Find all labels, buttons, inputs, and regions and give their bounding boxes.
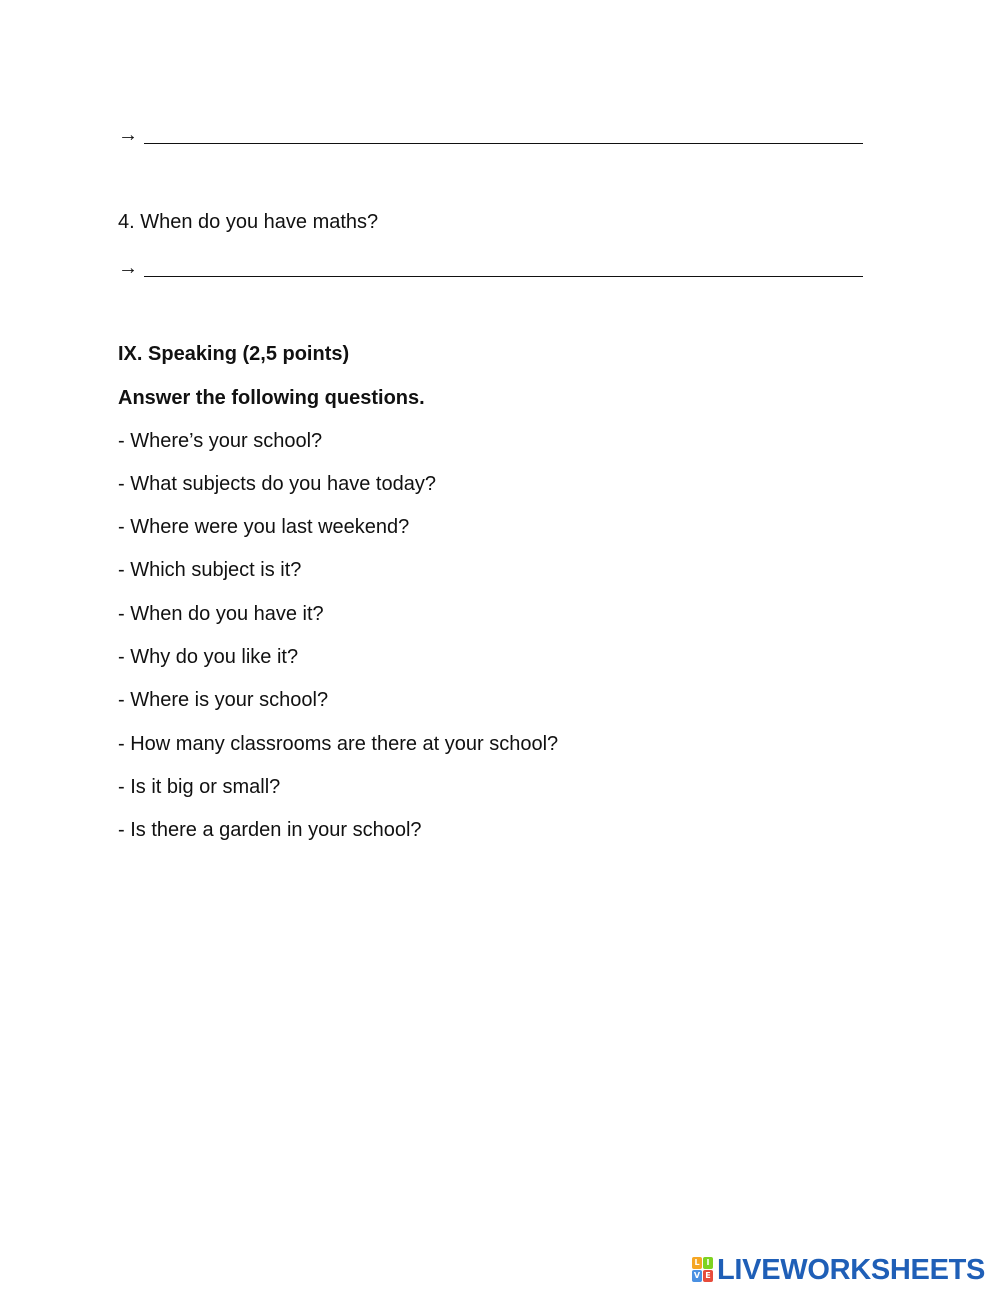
speaking-question: - What subjects do you have today?	[118, 473, 436, 495]
logo-block: V	[693, 1271, 701, 1280]
speaking-question: - Why do you like it?	[118, 646, 299, 668]
section-heading: IX. Speaking (2,5 points)	[118, 343, 350, 365]
speaking-question: - Is it big or small?	[118, 776, 281, 798]
answer-row-4	[118, 256, 863, 280]
answer-row-3	[118, 123, 863, 147]
question-4: 4. When do you have maths?	[118, 211, 379, 233]
speaking-question: - How many classrooms are there at your school?	[118, 733, 559, 755]
speaking-question: - When do you have it?	[118, 603, 324, 625]
speaking-question: - Where were you last weekend?	[118, 516, 410, 538]
logo-text: LIVEWORKSHEETS	[717, 1254, 986, 1286]
speaking-question: - Where’s your school?	[118, 430, 323, 452]
speaking-question: - Which subject is it?	[118, 559, 302, 581]
section-instruction: Answer the following questions.	[118, 387, 425, 409]
logo-block: I	[703, 1257, 713, 1269]
logo-block: L	[692, 1257, 702, 1269]
answer-blank-4[interactable]	[144, 258, 863, 277]
speaking-question: - Where is your school?	[118, 689, 329, 711]
logo-blocks-icon	[692, 1257, 714, 1283]
arrow-icon: →	[118, 124, 138, 146]
logo-block: E	[703, 1270, 713, 1282]
liveworksheets-logo	[692, 1255, 985, 1285]
arrow-icon: →	[118, 257, 138, 279]
speaking-question: - Is there a garden in your school?	[118, 819, 422, 841]
answer-blank-3[interactable]	[144, 125, 863, 144]
